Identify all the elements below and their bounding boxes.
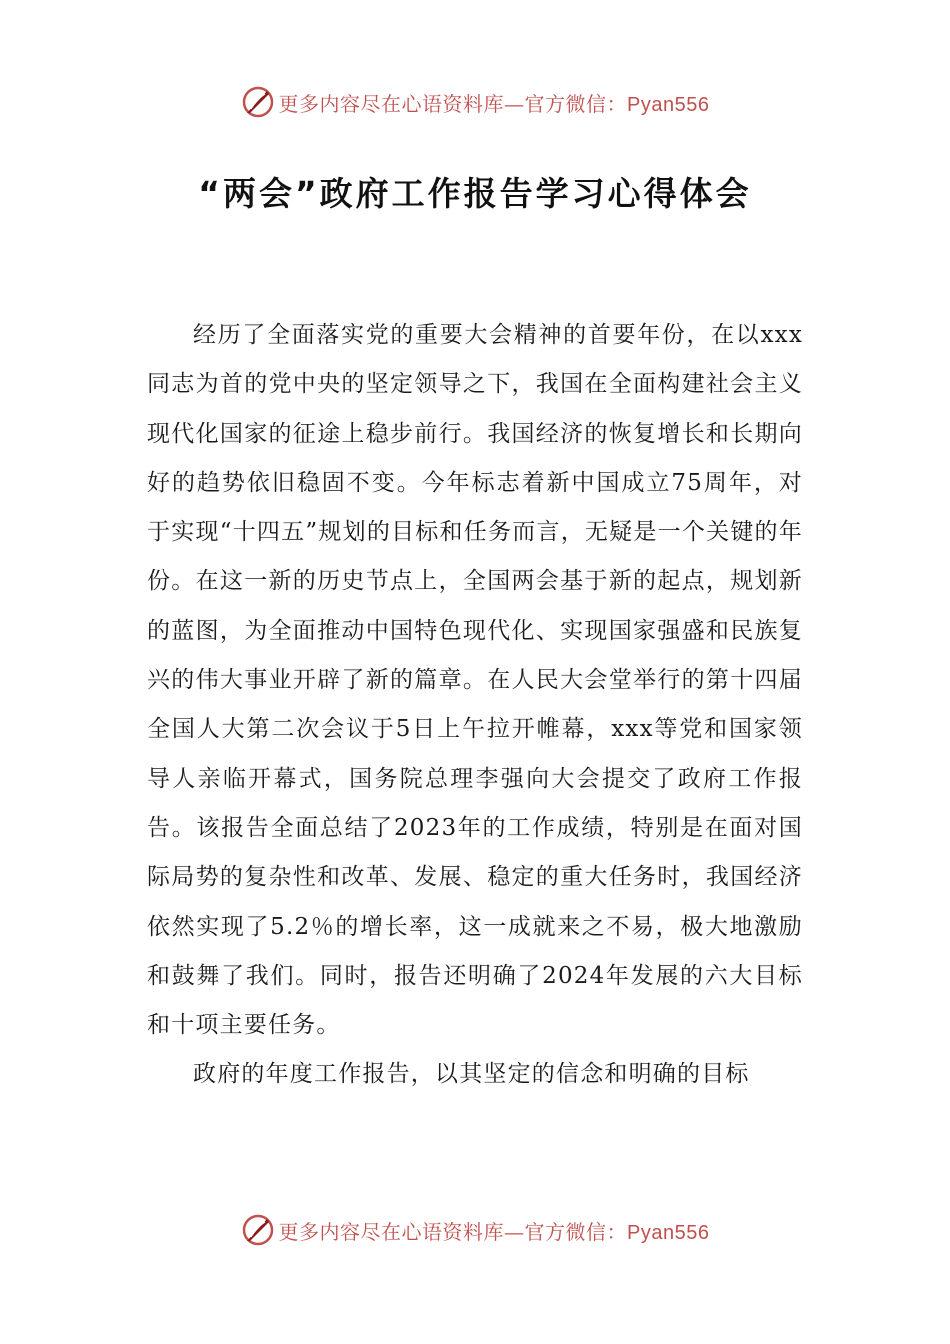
quill-logo-icon [241, 85, 275, 119]
header-watermark-label: 更多内容尽在心语资料库—官方微信： [278, 91, 628, 116]
header-watermark-id: Pyan556 [627, 93, 710, 116]
paragraph-2: 政府的年度工作报告，以其坚定的信念和明确的目标 [193, 1061, 750, 1088]
quill-logo-icon [241, 1213, 275, 1247]
footer-watermark-text [279, 1216, 710, 1245]
footer-watermark-label: 更多内容尽在心语资料库—官方微信： [278, 1219, 628, 1244]
paragraph-1: 经历了全面落实党的重要大会精神的首要年份，在以xxx同志为首的党中央的坚定领导之下，我国在全面构建社会主义现代化国家的征途上稳步前行。我国经济的恢复增长和长期向好的趋势依旧稳固不变。今年标志着新中国成立75周年，对于实现“十四五”规划的目标和任务而言，无疑是一个关键的年份。在这一新的历史节点上，全国两会基于新的起点，规划新的蓝图，为全面推动中国特色现代化、实现国家强盛和民族复兴的伟大事业开辟了新的篇章。在人民大会堂举行的第十四届全国人大第二次会议于5日上午拉开帷幕，xxx等党和国家领导人亲临开幕式，国务院总理李强向大会提交了政府工作报告。该报告全面总结了2023年的工作成绩，特别是在面对国际局势的复杂性和改革、发展、稳定的重大任务时，我国经济依然实现了5.2％的增长率，这一成就来之不易，极大地激励和鼓舞了我们。同时，报告还明确了2024年发展的六大目标和十项主要任务。 [147, 322, 803, 1039]
footer-watermark-id: Pyan556 [627, 1221, 710, 1244]
document-body [147, 311, 803, 1100]
footer-watermark [0, 1210, 950, 1250]
header-watermark [0, 82, 950, 122]
header-watermark-text [279, 88, 710, 117]
document-title: “两会”政府工作报告学习心得体会 [198, 174, 752, 213]
